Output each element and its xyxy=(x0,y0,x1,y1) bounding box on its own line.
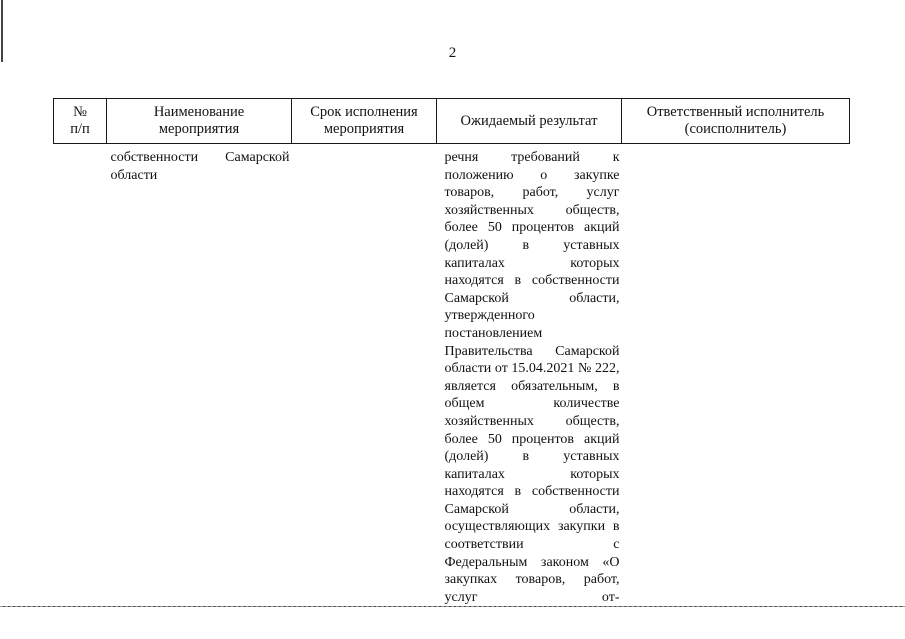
header-name-line1: Наименование xyxy=(153,104,245,120)
page-number: 2 xyxy=(448,45,457,61)
cell-name: собственности Самарской области xyxy=(110,150,290,183)
header-number-line1: № xyxy=(73,104,87,120)
header-name xyxy=(107,99,292,144)
header-deadline-line2: мероприятия xyxy=(323,121,405,137)
header-name-line2: мероприятия xyxy=(158,121,240,137)
cell-executor xyxy=(622,144,850,607)
table-row xyxy=(54,144,850,607)
cell-deadline xyxy=(292,144,437,607)
scan-bottom-edge xyxy=(0,606,905,607)
cell-number xyxy=(54,144,107,607)
table-header-row xyxy=(54,99,850,144)
header-number-line2: п/п xyxy=(70,121,90,137)
header-deadline-line1: Срок исполнения xyxy=(310,104,418,120)
header-deadline xyxy=(292,99,437,144)
cell-result: речня требований к положению о закупке товаров, работ, услуг хозяйственных обществ, более 50 процентов акций (долей) в уставных капиталах которых находятся в собственности Самарской области, утвержденного постановлением Правительства Самарской области от 15.04.2021 № 222, является обязательным, в общем количестве хозяйственных обществ, более 50 процентов акций (долей) в уставных капиталах которых находятся в собственности Самарской области, осуществляющих закупки в соответствии с Федеральным законом «О закупках товаров, работ, услуг от- xyxy=(444,150,620,605)
header-executor xyxy=(622,99,850,144)
measures-table xyxy=(53,98,850,606)
header-executor-line1: Ответственный исполнитель xyxy=(646,104,825,120)
header-number xyxy=(54,99,107,144)
header-result-line: Ожидаемый результат xyxy=(460,112,598,129)
header-result xyxy=(437,99,622,144)
header-executor-line2: (соисполнитель) xyxy=(684,121,787,137)
